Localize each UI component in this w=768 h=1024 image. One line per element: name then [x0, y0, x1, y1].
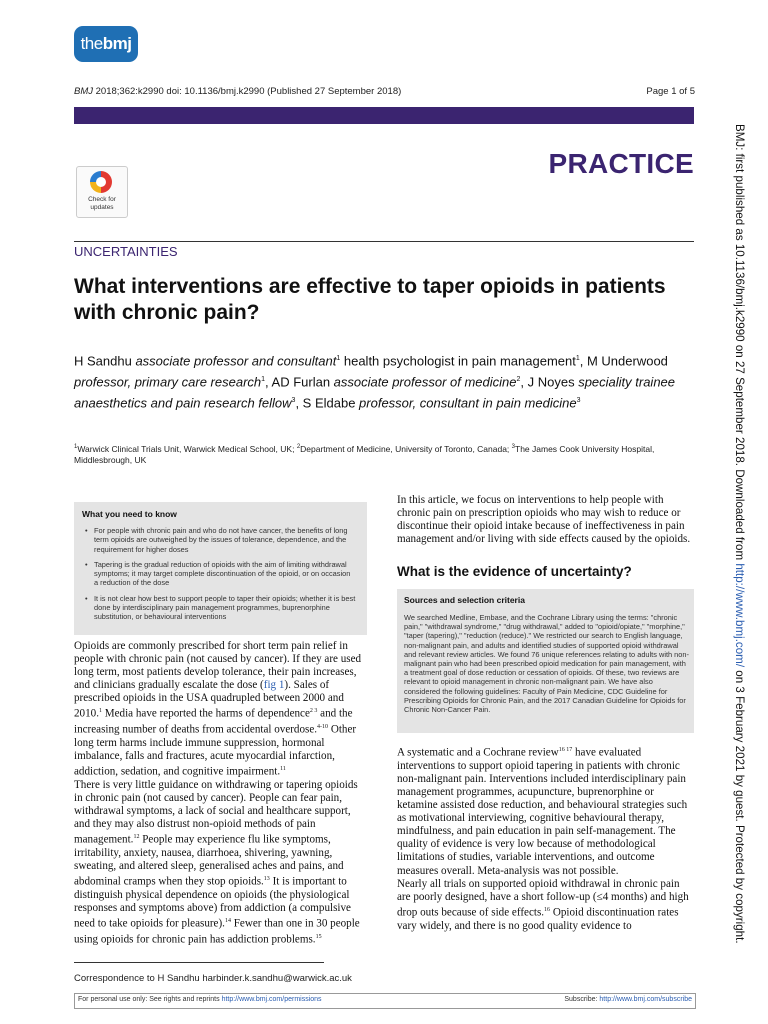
paragraph: There is very little guidance on withdrawing or tapering opioids in chronic pain (not caused by cancer). People can fear pain, withdrawal symptoms, a lack of social and healthcare support, and they may also distrust non-opioid methods of pain management.$^{12}$ People may experience flu like symptoms, irritability, anxiety, nausea, diarrhoea, shivering, yawning, sweating, and altered sleep, generalised aches and pains, and abdominal cramps when they stop opioids.$^{13}$ It is important to distinguish physical dependence on opioids (the physiological responses and symptoms above) from addiction (a compulsive need to take opioids for pleasure).$^{14}$ Fewer than one in 30 people using opioids for chronic pain has addiction problems.$^{15}$ [74, 779, 360, 946]
box-heading: Sources and selection criteria [404, 595, 525, 605]
journal-name: BMJ [74, 86, 93, 97]
footer: For personal use only: See rights and reprints http://www.bmj.com/permissions Subscribe: http://www.bmj.com/subscribe [74, 993, 696, 1009]
figure-link[interactable]: fig 1 [263, 679, 285, 692]
affiliations: $^1$Warwick Clinical Trials Unit, Warwick Medical School, UK; $^2$Department of Medicine, University of Toronto, Canada; $^3$The James Cook University Hospital, Middlesbrough, UK [74, 443, 655, 465]
intro-paragraph: In this article, we focus on interventions to help people with chronic pain on prescription opioids who may wish to reduce or discontinue their opioid intake because of ineffectiveness in pain management and/or living with side effects caused by the opioids. [397, 494, 691, 546]
body-column-right [397, 744, 694, 933]
citation-line: BMJ 2018;362:k2990 doi: 10.1136/bmj.k2990 (Published 27 September 2018) [74, 86, 402, 97]
divider [74, 241, 694, 242]
footnote-divider [74, 962, 324, 963]
crossmark-icon [90, 171, 112, 193]
paragraph: Nearly all trials on supported opioid withdrawal in chronic pain are poorly designed, have a short follow-up (≤4 months) and high drop outs because of side effects.$^{16}$ Opioid discontinuation rates vary widely, and there is no good quality evidence to [397, 877, 689, 932]
box-heading: What you need to know [82, 509, 177, 519]
list-item: • It is not clear how best to support people to taper their opioids; whether it is best done by interdisciplinary pain management programmes, buprenorphine substitution, or behavioural interventions [94, 594, 356, 622]
bmj-logo[interactable]: thebmj [74, 26, 138, 62]
page-number: Page 1 of 5 [646, 86, 695, 97]
check-for-updates-button[interactable]: Check for updates [76, 166, 128, 218]
side-copyright-note: BMJ: first published as 10.1136/bmj.k2990 on 27 September 2018. Downloaded from http://www.bmj.com/ on 3 February 2021 by guest. Protected by copyright. [733, 124, 746, 944]
list-item: • For people with chronic pain and who do not have cancer, the benefits of long term opioids are outweighed by the issues of tolerance, dependence, and the requirement for higher doses [94, 526, 356, 554]
box-text: We searched Medline, Embase, and the Cochrane Library using the terms: "chronic pain," "withdrawal syndrome," "drug withdrawal," added to "opioid/opiate," "morphine," "taper (tapering)," "reduction (reduce)." We restricted our search to English language, non-malignant pain, and adults and identified studies of supported opioid withdrawal and relevant review articles. We found 76 unique references relating to adults with non-malignant pain who had been prescribed opioid medication for pain management, with a treatment goal of dose reduction or cessation of opioids. Of these, two reviews are relevant to opioid management in chronic non-malignant pain. We have also considered the following guidelines: Faculty of Pain Medicine, CDC Guideline for Prescribing Opioids for Chronic Pain, and the 2017 Canadian Guideline for Opioids for Chronic Non-Cancer Pain. [404, 613, 689, 715]
list-item: • Tapering is the gradual reduction of opioids with the aim of limiting withdrawal symptoms; it may target complete discontinuation of the opioid, or on occasion a reduction of the dose [94, 560, 356, 588]
article-title: What interventions are effective to taper opioids in patients with chronic pain? [74, 275, 666, 324]
bmj-link[interactable]: http://www.bmj.com/ [733, 563, 746, 668]
sources-box [397, 589, 694, 733]
what-you-need-to-know-box [74, 502, 367, 635]
subscribe-link[interactable]: http://www.bmj.com/subscribe [599, 996, 692, 1003]
paragraph: A systematic and a Cochrane review$^{16 17}$ have evaluated interventions to support opioid tapering in patients with chronic non-malignant pain. Interventions included interdisciplinary pain management programmes, acupuncture, buprenorphine or ketamine assisted dose reduction, and behavioural strategies such as motivational interviewing, cognitive behavioural therapy, mindfulness, and pain education in pain self-management. The quality of evidence is very low because of methodological limitations of studies, variable interventions, and outcome measures overall. Meta-analysis was not possible. [397, 746, 688, 877]
article-category: UNCERTAINTIES [74, 244, 178, 259]
paragraph: Opioids are commonly prescribed for short term pain relief in people with chronic pain (not caused by cancer). If they are used long term, most patients develop tolerance, their pain increases, and clinicians gradually escalate the dose (fig 1). Sales of prescribed opioids in the USA quadrupled between 2000 and 2010.$^1$ Media have reported the harms of dependence$^{2 3}$ and the increasing number of deaths from accidental overdose.$^{4-10}$ Other long term harms include immune suppression, hormonal imbalance, falls and fractures, acute myocardial infarction, addiction, sedation, and cognitive impairment.$^{11}$ [74, 640, 362, 778]
body-column-left [74, 640, 367, 947]
author-list: H Sandhu associate professor and consultant$^1$ health psychologist in pain management$^1$, M Underwood professor, primary care research$^1$, AD Furlan associate professor of medicine$^2$, J Noyes speciality trainee anaesthetics and pain research fellow$^3$, S Eldabe professor, consultant in pain medicine$^3$ [74, 353, 676, 410]
correspondence: Correspondence to H Sandhu harbinder.k.sandhu@warwick.ac.uk [74, 973, 352, 984]
section-title: PRACTICE [548, 148, 694, 179]
permissions-link[interactable]: http://www.bmj.com/permissions [221, 996, 322, 1003]
section-heading: What is the evidence of uncertainty? [397, 564, 632, 579]
header-bar [74, 107, 694, 124]
